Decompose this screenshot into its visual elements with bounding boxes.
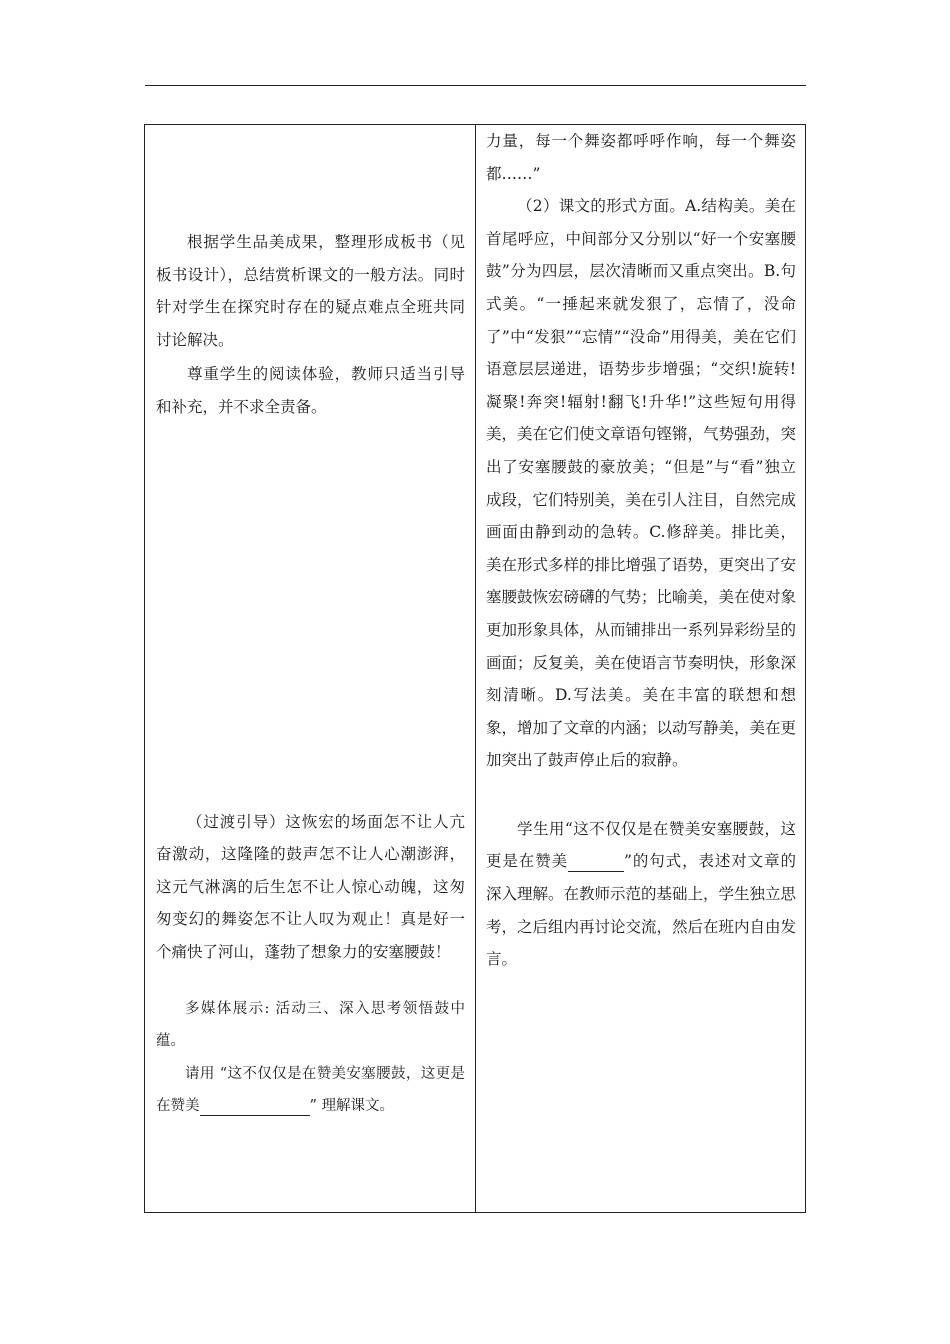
respect-paragraph: 尊重学生的阅读体验，教师只适当引导和补充，并不求全责备。 <box>156 365 465 416</box>
teacher-activity-column <box>145 125 475 1212</box>
header-rule <box>145 85 806 86</box>
student-activity-column <box>476 125 806 1212</box>
multimedia-paragraph: 多媒体展示: 活动三、深入思考领悟鼓中蕴。 <box>156 1000 465 1050</box>
student-text-before: 学生用“这不仅仅是在赞美安塞腰鼓，这更是在赞美 <box>486 819 796 871</box>
lesson-table <box>144 124 806 1213</box>
student-task-paragraph <box>486 813 796 976</box>
summary-paragraph: 根据学生品美成果，整理形成板书（见板书设计），总结赏析课文的一般方法。同时针对学生在探究时存在的疑点难点全班共同讨论解决。 <box>156 233 465 349</box>
student-blank <box>568 853 624 871</box>
answer-blank <box>200 1099 310 1116</box>
form-analysis-paragraph: （2）课文的形式方面。A.结构美。美在首尾呼应，中间部分又分别以“好一个安塞腰鼓”分为四层，层次清晰而又重点突出。B.句式美。“一捶起来就发狠了，忘情了，没命了”中“发狠”“忘情”“没命”用得美，美在它们语意层层递进，语势步步增强；“交织!旋转!凝聚!奔突!辐射!翻飞!升华!”这些短句用得美，美在它们使文章语句铿锵，气势强劲，突出了安塞腰鼓的豪放美；“但是”与“看”独立成段，它们特别美，美在引人注目，自然完成画面由静到动的急转。C.修辞美。排比美，美在形式多样的排比增强了语势，更突出了安塞腰鼓恢宏磅礴的气势；比喻美，美在使对象更加形象具体，从而铺排出一系列异彩纷呈的画面；反复美，美在使语言节奏明快，形象深刻清晰。D.写法美。美在丰富的联想和想象，增加了文章的内涵；以动写静美，美在更加突出了鼓声停止后的寂静。 <box>486 197 797 770</box>
student-text-after: ”的句式，表述对文章的深入理解。在教师示范的基础上，学生独立思考，之后组内再讨论交流，然后在班内自由发言。 <box>486 852 797 969</box>
continued-paragraph: 力量，每一个舞姿都呼呼作响，每一个舞姿都……” <box>486 132 796 183</box>
prompt-paragraph <box>156 1058 465 1123</box>
prompt-text-before: 请用 “这不仅仅是在赞美安塞腰鼓，这更是在赞美 <box>156 1065 465 1115</box>
transition-paragraph: （过渡引导）这恢宏的场面怎不让人亢奋激动，这隆隆的鼓声怎不让人心潮澎湃，这元气淋漓的后生怎不让人惊心动魄，这匆匆变幻的舞姿怎不让人叹为观止！真是好一个痛快了河山，蓬勃了想象力的安塞腰鼓！ <box>156 812 465 961</box>
prompt-text-after: ” 理解课文。 <box>309 1098 395 1115</box>
